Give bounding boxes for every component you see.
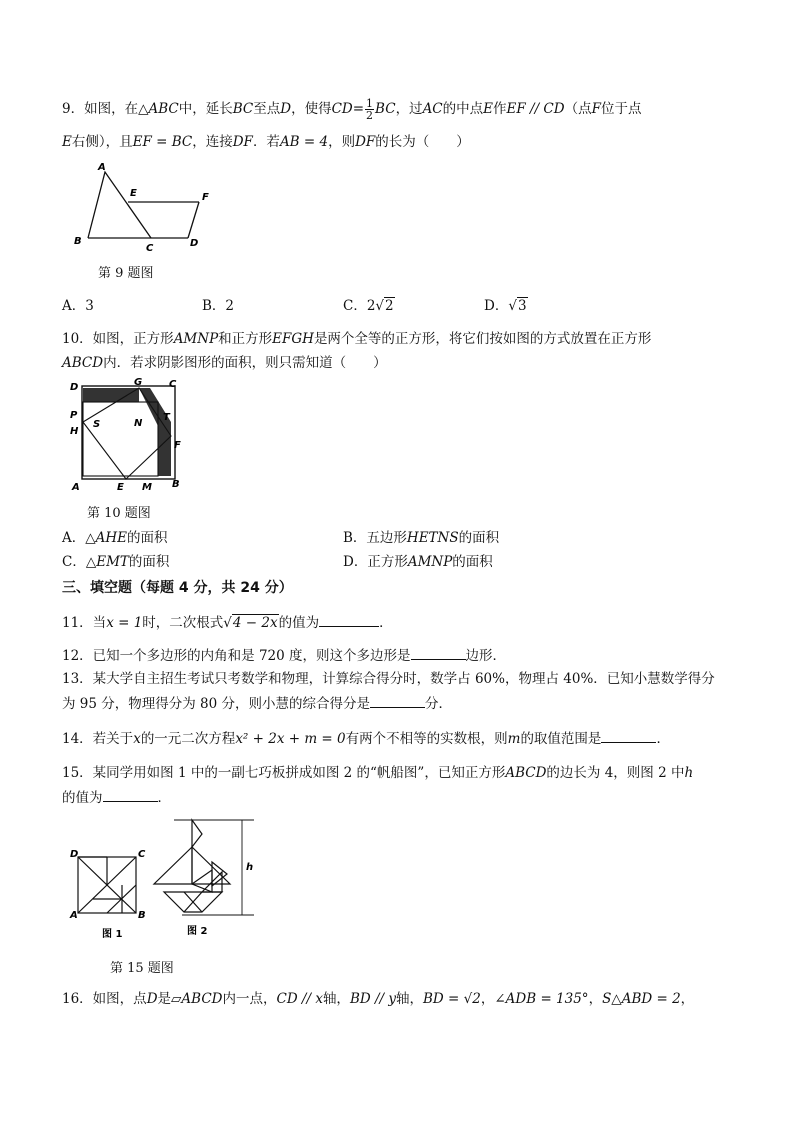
- q11-answer-blank[interactable]: [319, 612, 379, 627]
- q15-text: ．: [157, 790, 171, 806]
- q14-text: 14．若关于: [62, 731, 134, 747]
- q10-label-h: H: [70, 426, 79, 437]
- q15-line-2: [62, 787, 171, 808]
- q15-h-label: h: [246, 862, 254, 873]
- q9-text: 右侧），且: [71, 134, 133, 150]
- q9-math: EF = BC: [132, 134, 193, 150]
- q15-fig2-label: 图 2: [187, 926, 208, 937]
- option-math: AHE: [95, 530, 128, 546]
- q15-math: h: [684, 765, 694, 781]
- q16-math: ▱ABCD: [171, 991, 223, 1007]
- q10-text: 10．如图，正方形: [62, 331, 174, 347]
- q9-text: （点: [564, 101, 592, 117]
- q10-label-f: F: [174, 440, 181, 451]
- q9-math: AC: [422, 101, 443, 117]
- q9-math: BC: [232, 101, 254, 117]
- q10-label-t: T: [163, 412, 170, 423]
- q9-label-d: D: [190, 238, 199, 249]
- q9-caption: 第 9 题图: [98, 266, 154, 281]
- q10-label-p: P: [70, 410, 78, 421]
- q16-text: ，: [480, 991, 495, 1007]
- q12-text: 12．已知一个多边形的内角和是 720 度，则这个多边形是: [62, 648, 411, 664]
- q9-text: 的中点: [442, 101, 484, 117]
- q15-label-b: B: [138, 910, 146, 921]
- q15-figure: [62, 812, 272, 947]
- q9-math: EF // CD: [506, 101, 565, 117]
- q11-line: 11．当x = 1时，二次根式√4 − 2x的值为 ．: [62, 612, 393, 633]
- option-text: A．△: [62, 530, 96, 546]
- q9-label-b: B: [74, 236, 82, 247]
- q15-fig1-label: 图 1: [102, 929, 123, 940]
- q14-math: m: [507, 731, 521, 747]
- q9-text: ，连接: [192, 134, 233, 150]
- q10-option-a: [62, 528, 168, 548]
- option-text: B．五边形: [343, 530, 407, 546]
- q15-math: ABCD: [505, 765, 547, 781]
- q11-text: ．: [379, 615, 393, 631]
- q10-option-c: [62, 552, 169, 572]
- q16-math: BD // y: [349, 991, 396, 1007]
- q9-label-c: C: [146, 243, 154, 254]
- q10-label-n: N: [134, 418, 143, 429]
- option-math: HETNS: [406, 530, 459, 546]
- q9-label-a: A: [98, 162, 106, 173]
- q10-shade-right: [139, 388, 171, 476]
- q9-text: ．若: [252, 134, 280, 150]
- option-text: 的面积: [458, 530, 500, 546]
- q9-math: ABC: [148, 101, 179, 117]
- option-text: 的面积: [128, 554, 170, 570]
- q9-math: D: [280, 101, 292, 117]
- q14-equation: x² + 2x + m = 0: [235, 731, 346, 747]
- q9-text: 位于点: [600, 101, 642, 117]
- q10-figure: [62, 376, 192, 496]
- q16-line: [62, 989, 694, 1009]
- q10-math: EFGH: [272, 331, 314, 347]
- q10-label-c: C: [169, 379, 177, 390]
- q10-label-s: S: [93, 419, 101, 430]
- q9-text: 的长为（ ）: [375, 134, 470, 150]
- q15-text: 的边长为 4，则图 2 中: [546, 765, 685, 781]
- q10-math: ABCD: [62, 355, 104, 371]
- q15-text: 15．某同学用如图 1 中的一副七巧板拼成如图 2 的“帆船图”，已知正方形: [62, 765, 506, 781]
- q10-text: 内．若求阴影图形的面积，则只需知道（ ）: [103, 355, 387, 371]
- q16-text: ，: [588, 991, 603, 1007]
- q11-text: 时，二次根式: [142, 615, 224, 631]
- q16-math: CD // x: [276, 991, 323, 1007]
- q15-caption: 第 15 题图: [110, 961, 174, 976]
- q9-math: AB = 4: [279, 134, 329, 150]
- option-text: 的面积: [452, 554, 493, 570]
- q9-text: 中，延长: [178, 101, 233, 117]
- q11-math: x = 1: [106, 615, 143, 631]
- q12-line: [62, 645, 506, 666]
- q9-math: F: [591, 101, 601, 117]
- q13-line-2: [62, 693, 452, 714]
- q9-option-c: C．2√2: [343, 298, 394, 314]
- q15-text: 的值为: [62, 790, 103, 806]
- q14-math: x: [133, 731, 141, 747]
- q10-square-amnp: [83, 402, 158, 476]
- q13-text: 分．: [425, 696, 453, 712]
- q9-text: ，则: [328, 134, 356, 150]
- q9-math: BC: [375, 101, 396, 117]
- q16-math: BD = √2: [423, 991, 481, 1007]
- q16-math: S△ABD = 2: [602, 991, 681, 1007]
- q13-line-1: 13．某大学自主招生考试只考数学和物理，计算综合得分时，数学占 60%，物理占 40%．已知小慧数学得分: [62, 671, 715, 687]
- q9-text: 作: [493, 101, 507, 117]
- q9-math: DF: [355, 134, 376, 150]
- sail-left-piece: [154, 847, 192, 884]
- fraction-numerator: 1: [366, 97, 374, 110]
- q15-line-1: [62, 763, 693, 783]
- option-text: D．: [484, 298, 509, 314]
- q14-text: 有两个不相等的实数根，则: [345, 731, 508, 747]
- q15-answer-blank[interactable]: [103, 787, 158, 802]
- section-heading: 三、填空题（每题 4 分，共 24 分）: [62, 580, 293, 596]
- q16-math: ∠ADB = 135°: [494, 991, 589, 1007]
- q9-option-a: A．3: [62, 298, 94, 314]
- sail-top-piece: [192, 820, 202, 847]
- q9-math: DF: [232, 134, 253, 150]
- q10-shade-top: [83, 388, 139, 402]
- q9-text: ，过: [395, 101, 423, 117]
- q14-text: ．: [656, 731, 670, 747]
- q14-text: 的取值范围是: [520, 731, 602, 747]
- q12-answer-blank[interactable]: [411, 645, 466, 660]
- q10-option-d: [343, 552, 493, 572]
- q9-segment-fd: [188, 202, 199, 238]
- q9-math: E: [483, 101, 494, 117]
- q10-label-g: G: [134, 377, 143, 388]
- q16-text: 16．如图，点: [62, 991, 147, 1007]
- q9-fraction: [365, 98, 374, 121]
- q16-text: 是: [157, 991, 172, 1007]
- option-math: EMT: [96, 554, 129, 570]
- q16-math: D: [146, 991, 158, 1007]
- q10-label-a: A: [72, 482, 80, 493]
- q10-label-d: D: [70, 382, 79, 393]
- q13-answer-blank[interactable]: [370, 693, 425, 708]
- q10-caption: 第 10 题图: [87, 506, 151, 521]
- sail-right-piece: [192, 847, 230, 884]
- q9-math: CD: [331, 101, 353, 117]
- option-text: D．正方形: [343, 554, 408, 570]
- q13-text: 为 95 分，物理得分为 80 分，则小慧的综合得分是: [62, 696, 371, 712]
- option-text: C．2: [343, 298, 376, 314]
- radicand: 2: [385, 298, 394, 314]
- q10-label-e: E: [117, 482, 124, 493]
- q10-text: 和正方形: [218, 331, 273, 347]
- q9-text: 至点: [253, 101, 281, 117]
- fraction-denominator: 2: [366, 109, 374, 122]
- q9-triangle: [88, 172, 151, 238]
- q9-option-d: D．√3: [484, 298, 527, 314]
- q9-line-1: [62, 98, 641, 121]
- q9-text: ，使得: [291, 101, 332, 117]
- q10-math: AMNP: [173, 331, 219, 347]
- q16-text: ，: [680, 991, 695, 1007]
- option-text: 的面积: [127, 530, 168, 546]
- q15-label-c: C: [138, 849, 146, 860]
- q9-text: 9．如图，在△: [62, 101, 149, 117]
- q16-text: 内一点，: [222, 991, 277, 1007]
- q10-line-2: [62, 353, 387, 373]
- q11-radicand: 4 − 2x: [232, 615, 278, 631]
- q11-text: 的值为: [278, 615, 320, 631]
- option-text: C．△: [62, 554, 97, 570]
- q16-text: 轴，: [396, 991, 423, 1007]
- q14-answer-blank[interactable]: [601, 728, 656, 743]
- q11-text: 11．当: [62, 615, 107, 631]
- q16-text: 轴，: [322, 991, 350, 1007]
- q15-label-d: D: [70, 849, 79, 860]
- option-math: AMNP: [407, 554, 453, 570]
- q10-label-b: B: [172, 479, 180, 490]
- q9-option-b: B．2: [202, 298, 235, 314]
- q9-math: E: [62, 134, 72, 150]
- q15-label-a: A: [70, 910, 78, 921]
- q14-line: [62, 728, 670, 749]
- q10-text: 是两个全等的正方形，将它们按如图的方式放置在正方形: [313, 331, 652, 347]
- q9-figure: [68, 160, 228, 255]
- q9-math: =: [352, 101, 365, 117]
- q14-text: 的一元二次方程: [140, 731, 236, 747]
- q10-option-b: [343, 528, 499, 548]
- q12-text: 边形．: [465, 648, 507, 664]
- sail-small-piece: [192, 870, 212, 892]
- q9-label-e: E: [130, 188, 137, 199]
- q10-line-1: [62, 329, 651, 349]
- q9-label-f: F: [202, 192, 209, 203]
- radicand: 3: [517, 298, 527, 314]
- q10-label-m: M: [142, 482, 152, 493]
- q9-line-2: [62, 132, 470, 152]
- tangram-piece-line: [107, 857, 136, 885]
